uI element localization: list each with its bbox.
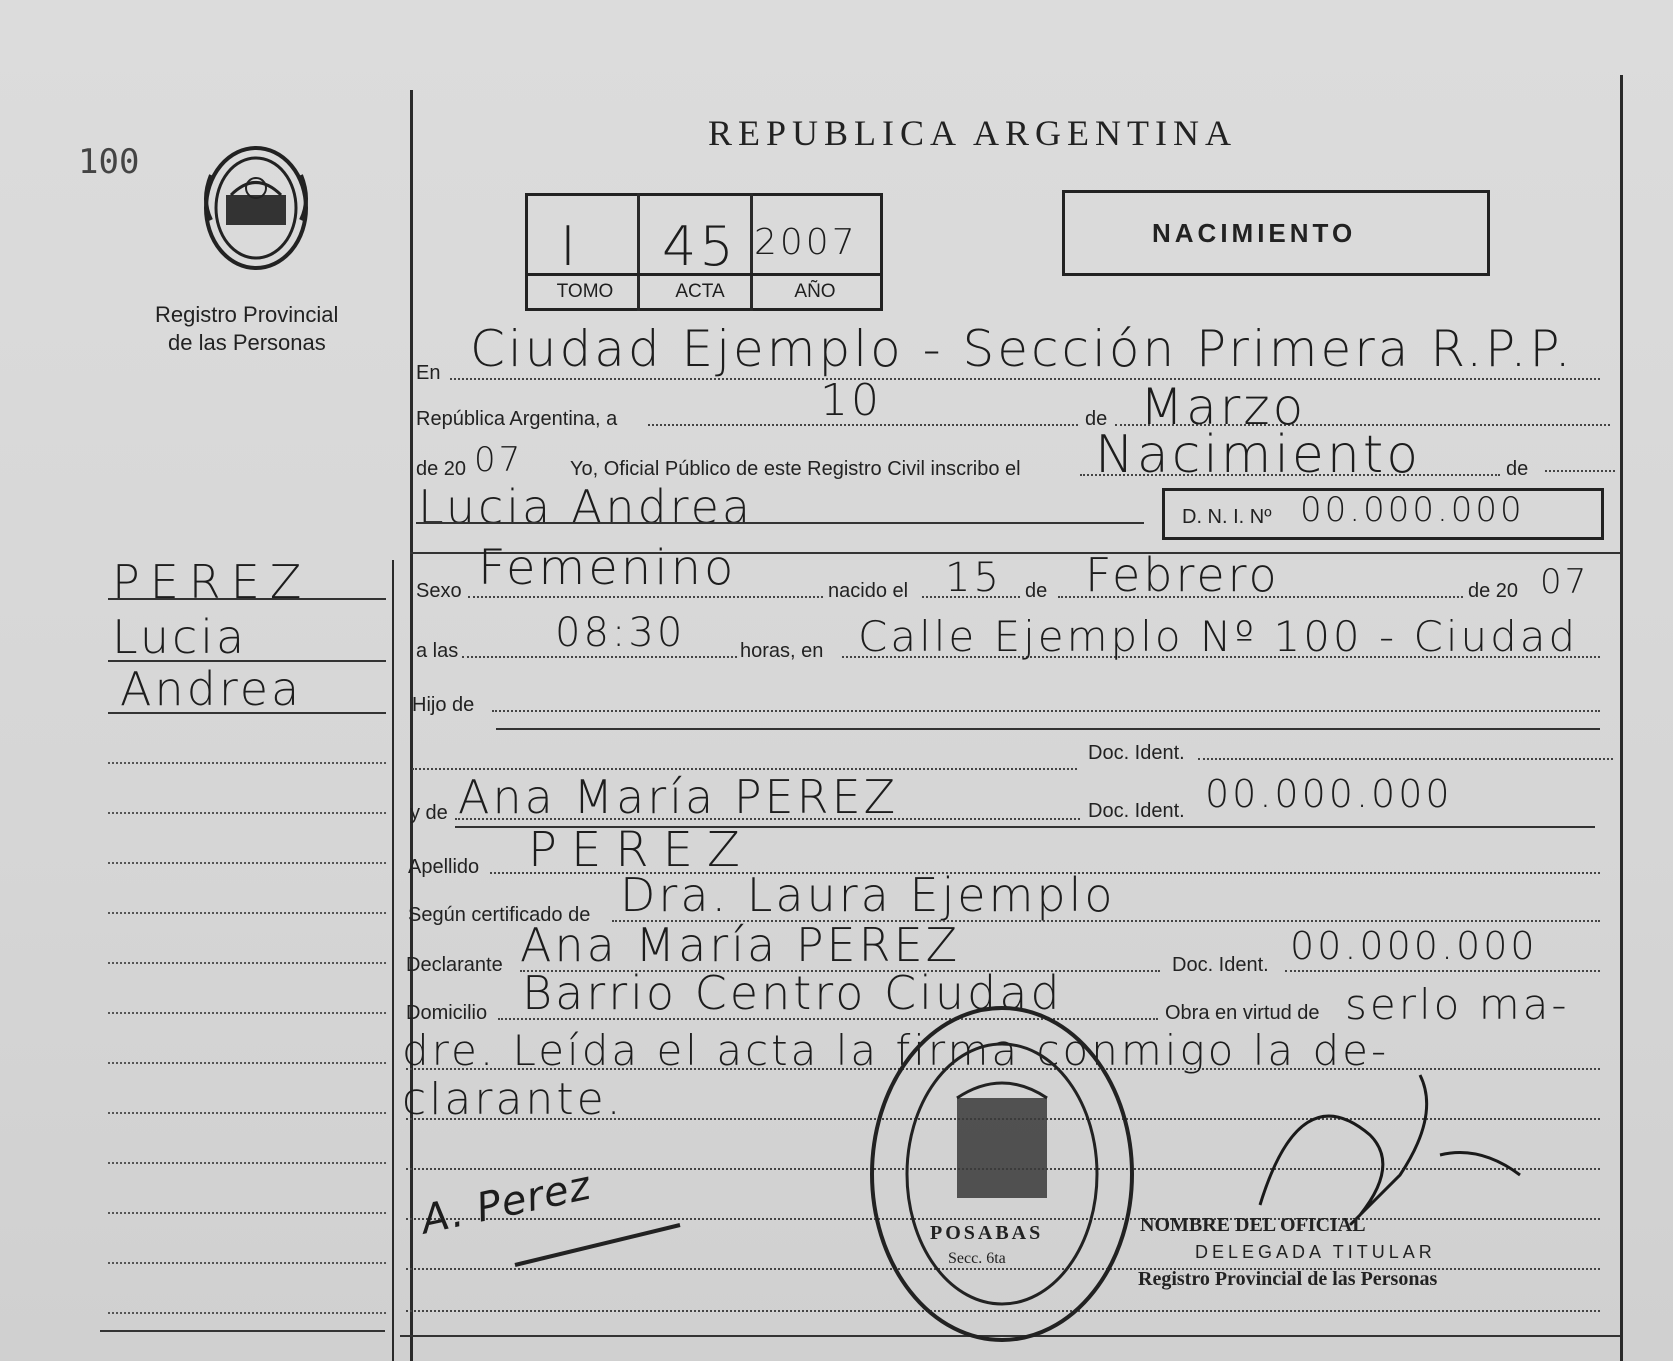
declarant-signature-stroke-icon [510,1215,690,1275]
label-y-de: y de [410,802,448,824]
margin-row [108,1312,386,1314]
margin-row [108,1262,386,1264]
label-segun-certificado: Según certificado de [408,904,591,926]
field-year-suffix: 07 [474,440,524,480]
line-father-2 [496,728,1600,730]
margin-row [108,762,386,764]
label-obra-en-virtud: Obra en virtud de [1165,1002,1320,1024]
seal-city: POSABAS [930,1222,1044,1244]
label-de-2: de [1506,458,1529,480]
line-father-doc [1198,758,1613,760]
margin-row [108,1062,386,1064]
margin-surname: PEREZ [112,555,312,609]
anio-label: AÑO [794,281,836,302]
field-birth-place: Calle Ejemplo Nº 100 - Ciudad [858,612,1579,661]
official-title: DELEGADA TITULAR [1195,1242,1436,1262]
field-hour: 08:30 [555,610,686,656]
field-declarant: Ana María PEREZ [520,918,961,972]
label-doc-ident-1: Doc. Ident. [1088,742,1185,764]
line-de2 [1545,470,1615,472]
label-horas-en: horas, en [740,640,824,662]
anio-value: 2007 [754,222,858,263]
provincial-coat-of-arms-icon [196,140,316,275]
field-birth-month: Febrero [1085,548,1280,602]
label-apellido: Apellido [408,856,480,878]
margin-bottom-line [100,1330,385,1332]
label-dni: D. N. I. Nº [1182,506,1272,528]
label-a-las: a las [416,640,459,662]
field-mother-doc: 00.000.000 [1205,772,1453,816]
field-declarant-doc: 00.000.000 [1290,924,1538,968]
field-birth-year-suffix: 07 [1540,562,1590,602]
acta-label: ACTA [675,281,725,302]
line-declarant-doc [1285,970,1600,972]
line-sex [468,596,823,598]
label-domicilio: Domicilio [406,1002,488,1024]
field-certificate-by: Dra. Laura Ejemplo [620,868,1116,922]
margin-second-name: Andrea [120,662,303,716]
field-day: 10 [820,375,882,426]
left-border [392,560,394,1361]
tomo-label: TOMO [556,281,614,302]
field-names: Lucia Andrea [418,480,754,534]
margin-row [108,1212,386,1214]
registry-name-line2: de las Personas [168,330,326,355]
box-divider-1 [637,193,640,311]
label-de-20b: de 20 [1468,580,1519,602]
line-father [492,710,1600,712]
country-title: REPUBLICA ARGENTINA [708,113,1238,153]
line-hour [462,656,737,658]
margin-row [108,1112,386,1114]
margin-row [108,962,386,964]
field-obra: serlo ma- [1345,980,1570,1029]
label-sexo: Sexo [416,580,462,602]
margin-first-name: Lucia [112,610,248,664]
margin-row [108,862,386,864]
field-obra-line2: dre. Leída el acta la firma conmigo la de- [402,1026,1390,1075]
box-divider-2 [750,193,753,311]
stamp-number: 100 [78,142,140,182]
label-yo-oficial: Yo, Oficial Público de este Registro Civil inscribo el [570,458,1021,480]
acta-value: 45 [662,215,737,278]
line-names [416,522,1144,524]
label-hijo-de: Hijo de [412,694,475,716]
label-republica-a: República Argentina, a [416,408,618,430]
label-en: En [416,362,441,384]
field-place: Ciudad Ejemplo - Sección Primera R.P.P. [470,320,1574,378]
margin-row [108,812,386,814]
field-birth-day: 15 [945,555,1002,601]
margin-row [108,1012,386,1014]
margin-row [108,1162,386,1164]
declarant-signature: A. Perez [417,1162,596,1244]
margin-row [108,912,386,914]
field-act-type: Nacimiento [1095,425,1422,485]
official-seal-icon [862,998,1142,1350]
doc-type-label: NACIMIENTO [1152,218,1357,248]
label-de-3: de [1025,580,1048,602]
field-domicile: Barrio Centro Ciudad [522,966,1063,1020]
field-surname: PEREZ [528,822,754,878]
label-doc-ident-2: Doc. Ident. [1088,800,1185,822]
label-de-1: de [1085,408,1108,430]
line-en [450,378,1600,380]
label-declarante: Declarante [406,954,503,976]
field-dni: 00.000.000 [1300,490,1525,530]
field-obra-line3: clarante. [402,1074,624,1125]
left-divider [410,90,413,1361]
label-doc-ident-3: Doc. Ident. [1172,954,1269,976]
official-name: NOMBRE DEL OFICIAL [1140,1214,1366,1236]
label-nacido-el: nacido el [828,580,909,602]
field-mother-name: Ana María PEREZ [458,770,899,824]
tomo-value: I [560,215,579,278]
right-border [1620,75,1623,1361]
seal-sub: Secc. 6ta [948,1250,1006,1267]
field-sex: Femenino [478,540,737,596]
label-de-20: de 20 [416,458,467,480]
official-registry: Registro Provincial de las Personas [1138,1268,1438,1290]
field-month: Marzo [1140,378,1307,436]
registry-name-line1: Registro Provincial [155,302,339,327]
